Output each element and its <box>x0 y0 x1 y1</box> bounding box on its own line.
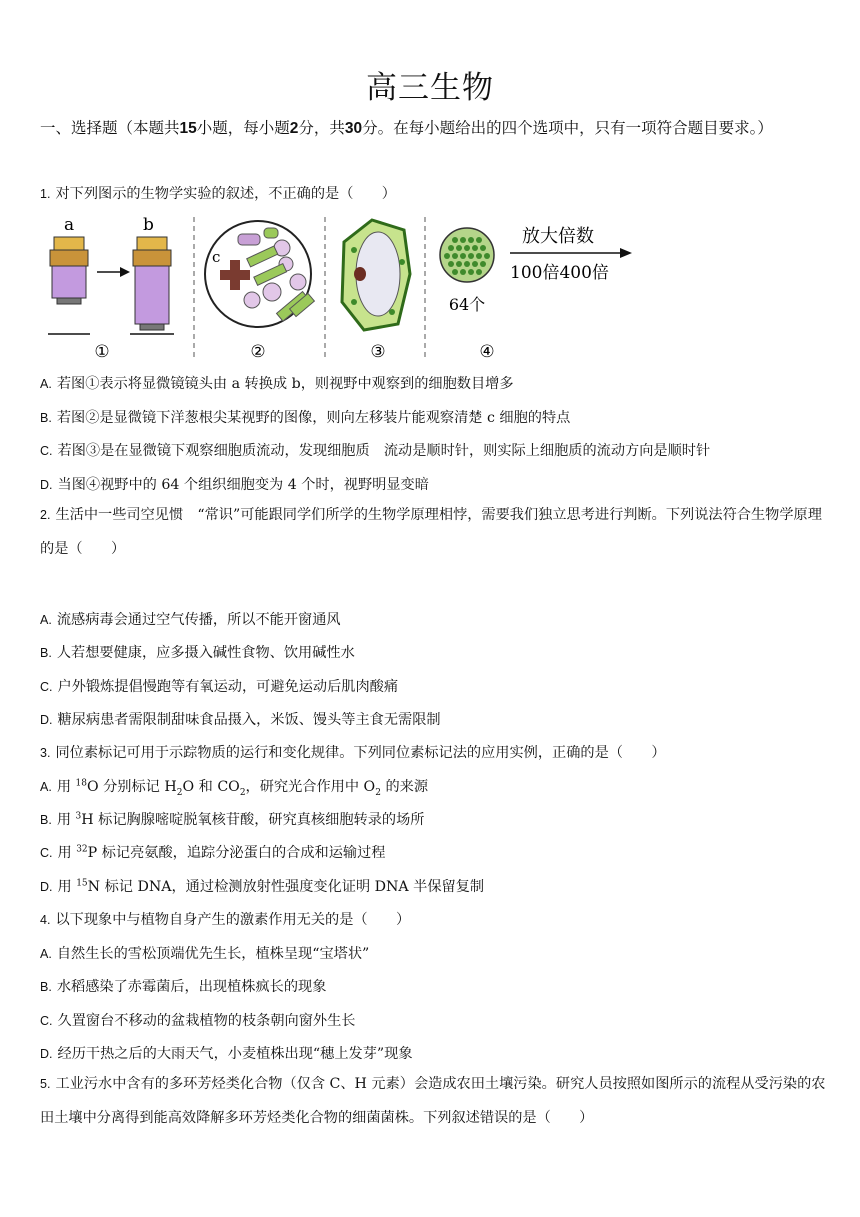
q3-option-a: A. 用 $^{18}$O 分别标记 $H_2O$ 和 $CO_2$，研究光合作用中 $O_2$ 的来源 <box>40 778 429 798</box>
svg-text:c: c <box>212 248 221 266</box>
q3-option-c: C. 用 $^{32}$P 标记亮氨酸，追踪分泌蛋白的合成和运输过程 <box>40 844 386 861</box>
question-2-stem: 2. 生活中一些司空见惯 “常识”可能跟同学们所学的生物学原理相悖，需要我们独立思考进行判断。下列说法符合生物学原理的是（ ） <box>40 507 822 557</box>
q1-option-a: A. 若图①表示将显微镜镜头由 a 转换成 b，则视野中观察到的细胞数目增多 <box>40 376 514 392</box>
q2-option-d: D. 糖尿病患者需限制甜味食品摄入，米饭、馒头等主食无需限制 <box>40 712 441 728</box>
q4-option-c: C. 久置窗台不移动的盆栽植物的枝条朝向窗外生长 <box>40 1013 356 1029</box>
q4-option-b: B. 水稻感染了赤霉菌后，出现植株疯长的现象 <box>40 979 327 995</box>
question-3-stem: 3. 同位素标记可用于示踪物质的运行和变化规律。下列同位素标记法的应用实例，正确的是（ ） <box>40 745 666 761</box>
question-1-figure <box>42 212 642 362</box>
panel-number: ② <box>250 342 266 362</box>
q1-option-d: D. 当图④视野中的 64 个组织细胞变为 4 个时，视野明显变暗 <box>40 477 429 493</box>
svg-text:64个: 64个 <box>448 295 486 314</box>
q4-option-a: A. 自然生长的雪松顶端优先生长，植株呈现“宝塔状” <box>40 946 370 962</box>
q4-option-d: D. 经历干热之后的大雨天气，小麦植株出现“穗上发芽”现象 <box>40 1046 413 1062</box>
question-4-stem: 4. 以下现象中与植物自身产生的激素作用无关的是（ ） <box>40 912 411 928</box>
question-5-stem: 5. 工业污水中含有的多环芳烃类化合物（仅含 C、H 元素）会造成农田土壤污染。研究人员按照如图所示的流程从受污染的农田土壤中分离得到能高效降解多环芳烃类化合物的细菌菌株。下列叙述错误的是（ ） <box>40 1076 826 1126</box>
panel-number: ④ <box>479 342 495 362</box>
panel-number: ① <box>94 342 110 362</box>
q1-option-b: B. 若图②是显微镜下洋葱根尖某视野的图像，则向左移装片能观察清楚 c 细胞的特点 <box>40 410 571 426</box>
plant-cell-diagram <box>342 220 410 362</box>
svg-text:100倍400倍: 100倍400倍 <box>510 263 609 283</box>
q3-option-d: D. 用 $^{15}$N 标记 DNA，通过检测放射性强度变化证明 DNA 半保留复制 <box>40 878 485 895</box>
svg-text:放大倍数: 放大倍数 <box>522 226 594 247</box>
q1-option-c: C. 若图③是在显微镜下观察细胞质流动，发现细胞质 流动是顺时针，则实际上细胞质的流动方向是顺时针 <box>40 443 711 459</box>
root-tip-field-diagram <box>205 221 314 362</box>
svg-text:a: a <box>64 215 75 235</box>
q2-option-b: B. 人若想要健康，应多摄入碱性食物、饮用碱性水 <box>40 645 355 661</box>
q2-option-a: A. 流感病毒会通过空气传播，所以不能开窗通风 <box>40 612 341 628</box>
q3-option-b: B. 用 $^3$H 标记胸腺嘧啶脱氧核苷酸，研究真核细胞转录的场所 <box>40 811 425 828</box>
magnification-diagram <box>440 226 632 362</box>
q2-option-c: C. 户外锻炼提倡慢跑等有氧运动，可避免运动后肌肉酸痛 <box>40 679 399 695</box>
paper-title: 高三生物 <box>366 70 494 106</box>
panel-number: ③ <box>370 342 386 362</box>
question-1-stem: 1. 对下列图示的生物学实验的叙述，不正确的是（ ） <box>40 186 396 202</box>
svg-text:b: b <box>143 215 154 235</box>
objective-lens-diagram <box>48 215 174 362</box>
section-heading: 一、选择题（本题共15小题，每小题2分，共30分。在每小题给出的四个选项中，只有一项符合题目要求。） <box>40 119 773 137</box>
